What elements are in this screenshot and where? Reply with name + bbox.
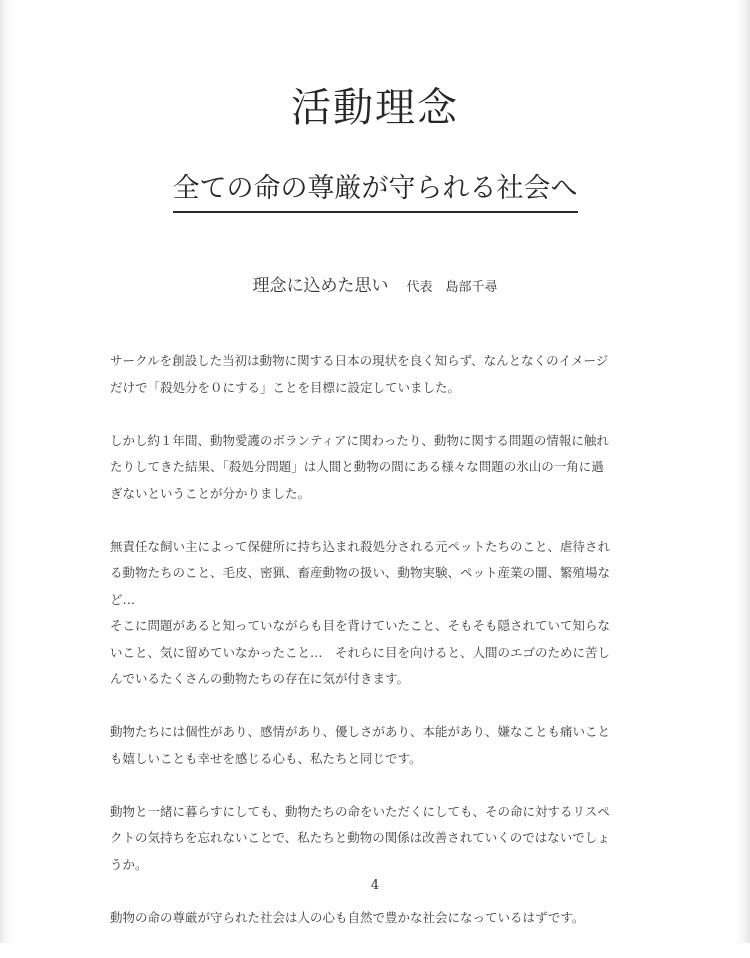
page-subtitle: 全ての命の尊厳が守られる社会へ [173,166,578,213]
paragraph [110,905,635,932]
subtitle-container [150,166,600,213]
text-line: そこに問題があると知っていながらも目を背けていたこと、そもそも隠されていて知らな [110,618,611,633]
text-line: 動物と一緒に暮らすにしても、動物たちの命をいただくにしても、その命に対するリスペ [110,803,610,819]
paragraph [110,348,635,401]
text-line: 動物の命の尊厳が守られた社会は人の心も自然で豊かな社会になっているはずです。 [110,909,585,925]
text-line: る動物たちのこと、毛皮、密猟、畜産動物の扱い、動物実験、ペット産業の闇、繁殖場な [110,565,611,580]
page-number: 4 [370,878,380,893]
text-line: ど… [110,591,136,607]
page-title: 活動理念 [291,85,459,131]
paragraph [110,799,635,879]
paragraph [110,719,635,772]
section-heading-text: 理念に込めた思い [252,276,389,296]
text-line: だけで「殺処分を０にする」ことを目標に設定していました。 [110,379,461,395]
section-heading [0,271,750,296]
text-line: ぎないということが分かりました。 [110,485,311,501]
text-line: しかし約１年間、動物愛護のボランティアに関わったり、動物に関する問題の情報に触れ [110,432,609,448]
text-line: 無責任な飼い主によって保健所に持ち込まれ殺処分される元ペットたちのこと、虐待され [110,538,611,554]
paragraph [110,534,635,693]
text-line: 動物たちには個性があり、感情があり、優しさがあり、本能があり、嫌なことも痛いこと [110,724,611,739]
body-text [110,348,635,958]
text-line: クトの気持ちを忘れないことで、私たちと動物の関係は改善されていくのではないでしょ [110,830,610,845]
text-line: いこと、気に留めていなかったこと… それらに目を向けると、人間のエゴのために苦し [110,644,611,660]
paragraph [110,428,635,508]
text-line: んでいるたくさんの動物たちの存在に気が付きます。 [110,671,410,686]
text-line: も嬉しいことも幸せを感じる心も、私たちと同じです。 [110,750,422,766]
text-line: たりしてきた結果、「殺処分問題」は人間と動物の間にある様々な問題の氷山の一角に過 [110,459,604,474]
text-line: サークルを創設した当初は動物に関する日本の現状を良く知らず、なんとなくのイメージ [110,353,609,368]
text-line: うか。 [110,856,148,872]
author-credit: 代表 島部千尋 [406,280,498,295]
